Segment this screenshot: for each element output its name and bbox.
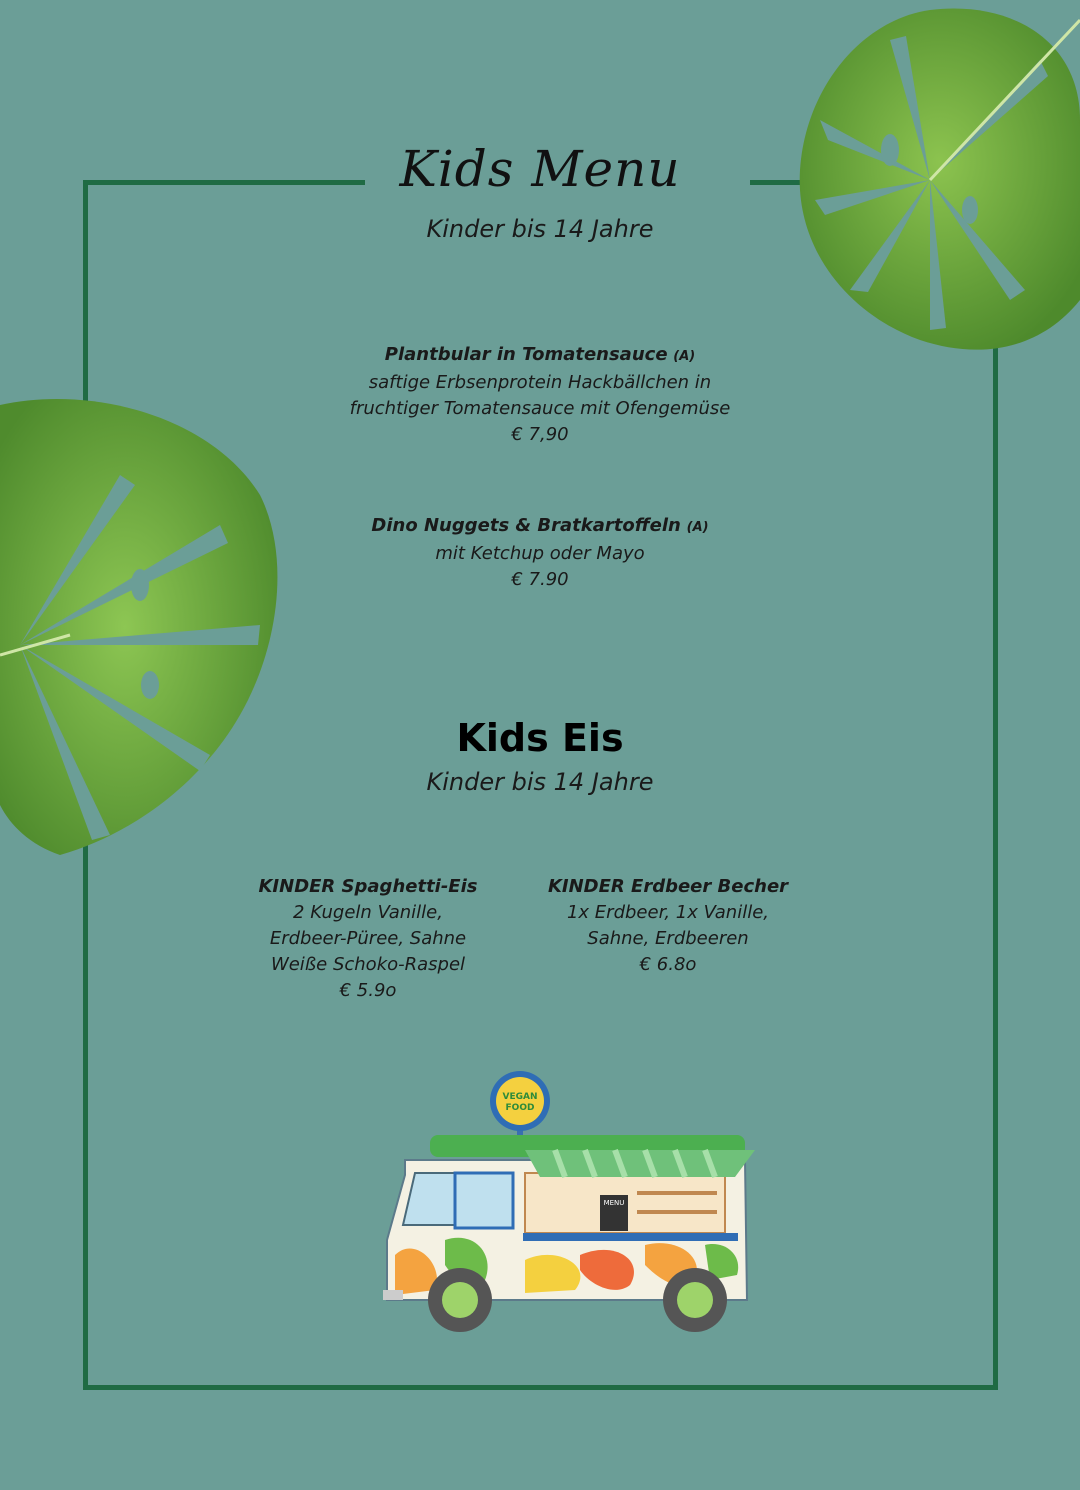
item-description-line: Erdbeer-Püree, Sahne — [269, 928, 467, 949]
item-description-line: fruchtiger Tomatensauce mit Ofengemüse — [349, 398, 731, 419]
menu-title: Kids Menu — [399, 140, 681, 198]
item-description-line: mit Ketchup oder Mayo — [435, 543, 645, 564]
truck-menu-board: MENU — [603, 1199, 625, 1207]
item-price: € 7.90 — [511, 569, 569, 590]
menu-subtitle: Kinder bis 14 Jahre — [426, 215, 654, 243]
eis-section-title: Kids Eis — [456, 716, 624, 760]
item-name: Plantbular in Tomatensauce — [384, 344, 668, 365]
item-price: € 7,90 — [511, 424, 569, 445]
svg-text:FOOD: FOOD — [505, 1103, 535, 1113]
item-price: € 6.8o — [639, 954, 697, 975]
item-description-line: saftige Erbsenprotein Hackbällchen in — [368, 372, 712, 393]
item-name: KINDER Spaghetti-Eis — [258, 876, 478, 897]
item-name: Dino Nuggets & Bratkartoffeln — [371, 515, 681, 536]
eis-item-spaghetti — [208, 874, 528, 1004]
food-truck-illustration — [375, 1065, 765, 1340]
item-description-line: 2 Kugeln Vanille, — [293, 902, 443, 923]
vegan-food-sign-text: VEGAN — [502, 1092, 538, 1102]
item-description-line: Weiße Schoko-Raspel — [270, 954, 466, 975]
menu-item-dino-nuggets — [0, 513, 1080, 593]
item-description-line: Sahne, Erdbeeren — [587, 928, 749, 949]
eis-subtitle: Kinder bis 14 Jahre — [426, 768, 654, 796]
item-name: KINDER Erdbeer Becher — [547, 876, 789, 897]
frame-bottom — [83, 1385, 998, 1390]
item-allergen: (A) — [673, 349, 696, 364]
menu-item-plantbular — [0, 342, 1080, 448]
item-allergen: (A) — [686, 520, 709, 535]
eis-item-erdbeer — [508, 874, 828, 978]
item-description-line: 1x Erdbeer, 1x Vanille, — [566, 902, 770, 923]
item-price: € 5.9o — [339, 980, 397, 1001]
